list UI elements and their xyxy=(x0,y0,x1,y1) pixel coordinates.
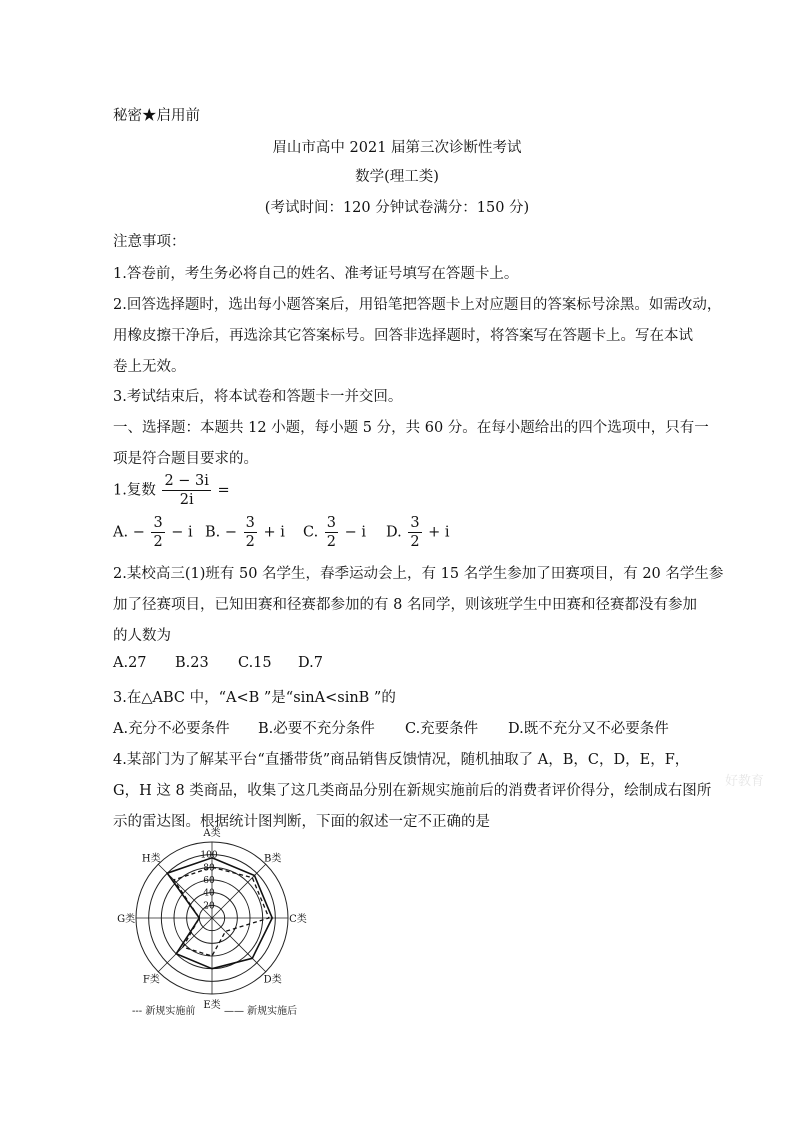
q1-option-d xyxy=(386,514,450,551)
fraction-numerator: 3 xyxy=(326,515,337,531)
tick-label: 80 xyxy=(203,863,215,874)
q1-option-b xyxy=(205,514,285,551)
option-letter: A. − xyxy=(113,524,145,541)
question-2-line-1: 2.某校高三(1)班有 50 名学生，春季运动会上，有 15 名学生参加了田赛项目，有 20 名学生参 xyxy=(113,566,724,582)
series-before-line xyxy=(174,867,269,956)
section-1-line-2: 项是符合题目要求的。 xyxy=(113,451,258,467)
note-1: 1.答卷前，考生务必将自己的姓名、准考证号填写在答题卡上。 xyxy=(113,266,519,282)
q1-option-a xyxy=(113,514,193,551)
note-2-line-3: 卷上无效。 xyxy=(113,359,186,375)
question-2-line-2: 加了径赛项目，已知田赛和径赛都参加的有 8 名同学，则该班学生中田赛和径赛都没有参加 xyxy=(113,597,697,613)
category-label: H类 xyxy=(141,853,161,865)
legend-before: --- 新规实施前 xyxy=(132,1006,196,1017)
question-4-line-3: 示的雷达图。根据统计图判断，下面的叙述一定不正确的是 xyxy=(113,814,490,830)
spoke-line xyxy=(212,918,266,972)
q3-option-b: B.必要不充分条件 xyxy=(258,721,375,737)
fraction-denominator: 2 xyxy=(153,534,163,550)
tick-label: 100 xyxy=(200,850,218,861)
question-4-line-2: G，H 这 8 类商品，收集了这几类商品分别在新规实施前后的消费者评价得分，绘制成右图所 xyxy=(113,783,712,799)
option-tail: − i xyxy=(344,524,367,541)
option-fraction xyxy=(325,514,338,551)
question-1-prefix: 1.复数 xyxy=(113,482,156,499)
fraction-numerator: 3 xyxy=(245,515,255,531)
option-fraction xyxy=(408,514,421,551)
secret-label: 秘密★启用前 xyxy=(113,108,200,124)
option-tail: + i xyxy=(428,524,450,541)
fraction-denominator: 2 xyxy=(245,534,255,550)
note-3: 3.考试结束后，将本试卷和答题卡一并交回。 xyxy=(113,389,403,405)
option-letter: B. − xyxy=(205,524,238,541)
question-1-stem xyxy=(113,472,230,509)
option-letter: D. xyxy=(386,524,402,541)
watermark: 好教育 xyxy=(725,774,765,789)
q1-option-c xyxy=(303,514,366,551)
fraction-denominator: 2 xyxy=(326,534,337,550)
category-label: F类 xyxy=(142,974,160,986)
category-label: D类 xyxy=(263,974,282,986)
q2-option-c: C.15 xyxy=(238,655,272,671)
tick-label: 20 xyxy=(203,901,215,912)
q2-option-d: D.7 xyxy=(298,655,323,671)
q3-option-d: D.既不充分又不必要条件 xyxy=(508,721,669,737)
tick-label: 40 xyxy=(203,888,215,899)
q3-option-a: A.充分不必要条件 xyxy=(113,721,230,737)
question-1-fraction xyxy=(162,472,210,509)
note-2-line-1: 2.回答选择题时，选出每小题答案后，用铅笔把答题卡上对应题目的答案标号涂黑。如需改动， xyxy=(113,297,722,313)
tick-label: 60 xyxy=(203,876,215,886)
fraction-numerator: 3 xyxy=(153,515,163,531)
option-fraction xyxy=(244,514,257,551)
option-tail: + i xyxy=(263,524,285,541)
question-1-suffix: = xyxy=(217,482,230,499)
question-4-line-1: 4.某部门为了解某平台“直播带货”商品销售反馈情况，随机抽取了 A，B，C，D，E，F， xyxy=(113,752,690,768)
q2-option-b: B.23 xyxy=(175,655,209,671)
q3-option-c: C.充要条件 xyxy=(405,721,479,737)
option-tail: − i xyxy=(171,524,193,541)
subject-title: 数学(理工类) xyxy=(355,169,439,185)
series-after-line xyxy=(167,858,272,969)
legend-after: —— 新规实施后 xyxy=(224,1006,298,1017)
exam-time-info: (考试时间：120 分钟试卷满分：150 分) xyxy=(264,200,530,216)
question-2-line-3: 的人数为 xyxy=(113,628,171,644)
radar-chart xyxy=(117,828,318,1022)
fraction-denominator: 2i xyxy=(179,492,194,508)
spoke-line xyxy=(158,918,212,972)
category-label: C类 xyxy=(289,914,307,925)
fraction-numerator: 2 − 3i xyxy=(164,473,209,489)
category-label: B类 xyxy=(264,853,282,865)
note-2-line-2: 用橡皮擦干净后，再选涂其它答案标号。回答非选择题时，将答案写在答题卡上。写在本试 xyxy=(113,328,693,344)
exam-title: 眉山市高中 2021 届第三次诊断性考试 xyxy=(272,140,522,156)
category-label: E类 xyxy=(203,999,221,1011)
notes-heading: 注意事项： xyxy=(113,234,186,250)
fraction-numerator: 3 xyxy=(410,515,420,531)
option-letter: C. xyxy=(303,524,319,541)
category-label: G类 xyxy=(117,914,136,925)
fraction-denominator: 2 xyxy=(410,534,420,550)
question-3-stem: 3.在△ABC 中，“A<B ”是“sinA<sinB ”的 xyxy=(113,690,396,706)
section-1-line-1: 一、选择题：本题共 12 小题，每小题 5 分，共 60 分。在每小题给出的四个选项中，只有一 xyxy=(113,420,709,436)
category-label: A类 xyxy=(203,828,221,840)
q2-option-a: A.27 xyxy=(113,655,147,671)
option-fraction xyxy=(151,514,164,551)
